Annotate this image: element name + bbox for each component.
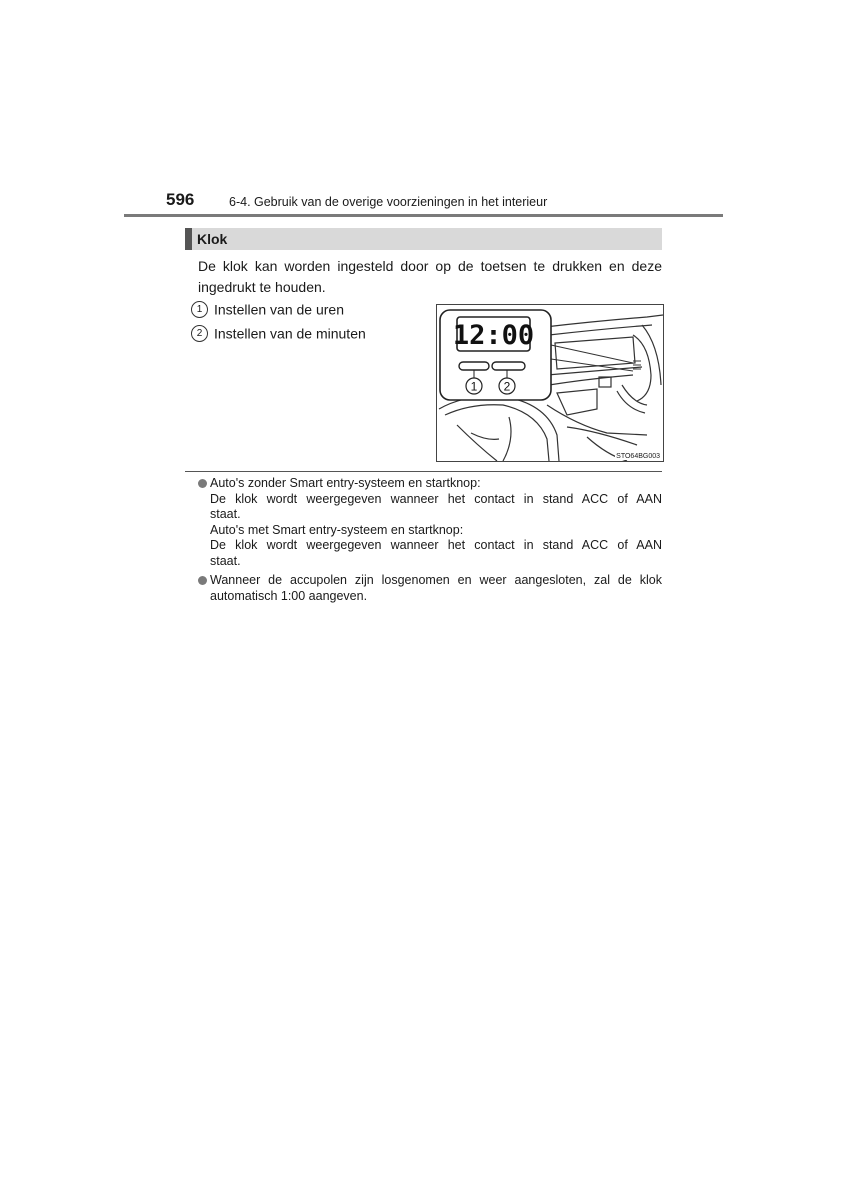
note-line: Auto's zonder Smart entry-systeem en startknop: (210, 476, 481, 490)
section-heading (185, 228, 662, 250)
pointer-lines (551, 345, 633, 371)
callout-number: 1 (191, 301, 208, 318)
figure-callout-2: 2 (503, 379, 511, 394)
section-heading-bar (185, 228, 192, 250)
steering-wheel (439, 396, 559, 461)
callout-item (191, 300, 344, 318)
note-item (198, 476, 662, 569)
dashboard-illustration (437, 305, 663, 461)
callout-number: 2 (191, 325, 208, 342)
page-number: 596 (166, 190, 195, 209)
note-line: De klok wordt weergegeven wanneer het contact in stand ACC of AAN (210, 538, 662, 552)
header-rule (124, 214, 723, 217)
image-code: STO64BG003 (616, 453, 660, 460)
bullet-icon (198, 576, 207, 585)
note-line: automatisch 1:00 aangeven. (210, 588, 368, 603)
note-item (198, 573, 662, 604)
note-line: staat. (210, 507, 241, 521)
note-line: Auto's met Smart entry-systeem en startknop: (210, 522, 464, 537)
notes (198, 476, 662, 608)
callout-label: Instellen van de minuten (214, 325, 366, 342)
figure-callout-1: 1 (470, 379, 478, 394)
note-line: Wanneer de accupolen zijn losgenomen en weer aangesloten, zal de klok (210, 573, 662, 587)
dashboard-lines (545, 315, 663, 461)
note-line: De klok wordt weergegeven wanneer het contact in stand ACC of AAN (210, 491, 662, 506)
hour-button (459, 362, 489, 370)
minute-button (492, 362, 525, 370)
callout-label: Instellen van de uren (214, 301, 344, 318)
notes-rule (185, 471, 662, 472)
bullet-icon (198, 479, 207, 488)
clock-display-digits: 12:00 (452, 320, 535, 351)
intro-paragraph: De klok kan worden ingesteld door op de toetsen te drukken en deze ingedrukt te houden. (198, 258, 662, 295)
chapter-title: 6-4. Gebruik van de overige voorzieningen in het interieur (229, 195, 548, 209)
note-line: staat. (210, 553, 241, 568)
clock-figure (436, 304, 664, 462)
section-title: Klok (197, 231, 228, 247)
callout-item (191, 324, 366, 342)
